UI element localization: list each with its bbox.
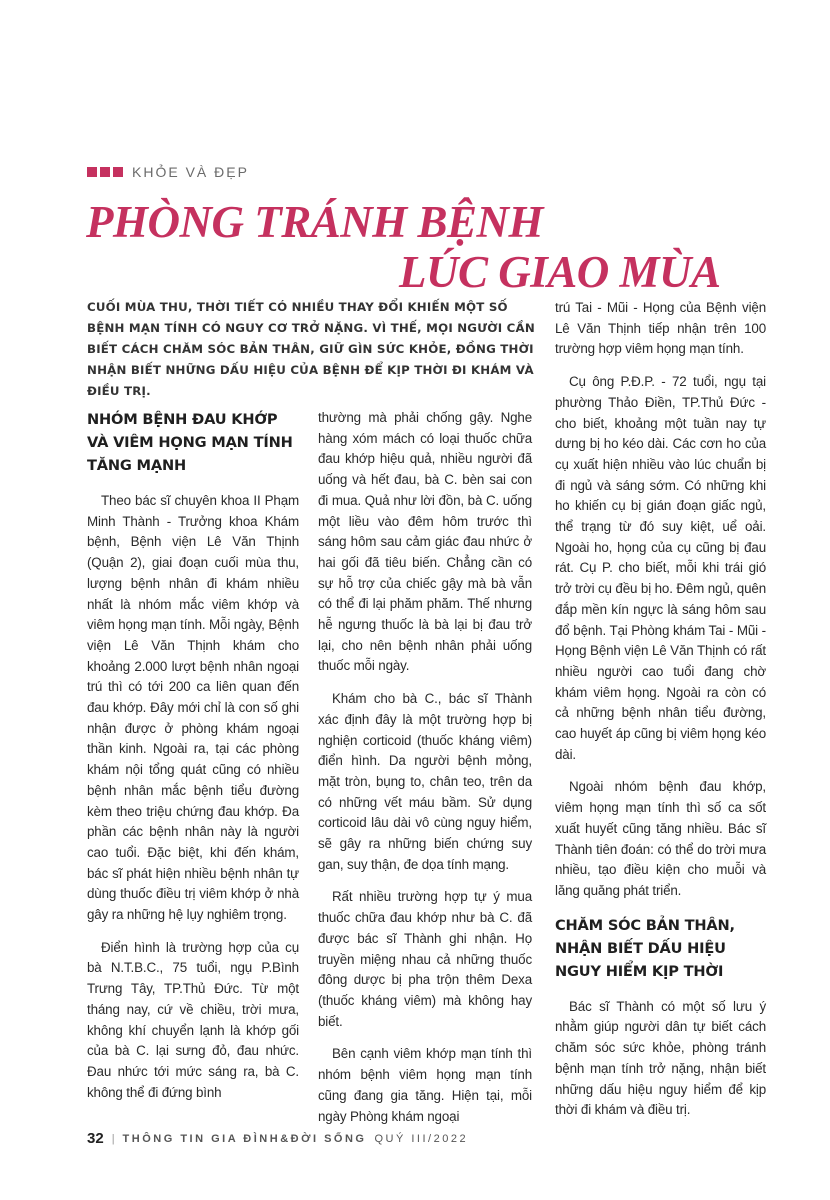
column-3	[555, 298, 766, 1133]
paragraph: trú Tai - Mũi - Họng của Bệnh viện Lê Văn Thịnh tiếp nhận trên 100 trường hợp viêm họng mạn tính.	[555, 300, 766, 357]
paragraph: Theo bác sĩ chuyên khoa II Phạm Minh Thành - Trưởng khoa Khám bệnh, Bệnh viện Lê Văn Thịnh (Quận 2), giai đoạn cuối mùa thu, lượng bệnh nhân đi khám nhiều nhất là nhóm mắc viêm khớp và viêm họng mạn tính. Mỗi ngày, Bệnh viện Lê Văn Thịnh khám cho khoảng 2.000 lượt bệnh nhân ngoại trú thì có tới 200 ca liên quan đến đau khớp. Đây mới chỉ là con số ghi nhận được ở phòng khám ngoại thần kinh. Ngoài ra, tại các phòng khám nội tổng quát cũng có nhiều bệnh nhân mắc bệnh tiểu đường kèm theo triệu chứng đau khớp. Đa phần các bệnh nhân này là người cao tuổi. Đặc biệt, khi đến khám, bác sĩ phát hiện nhiều bệnh nhân tự dùng thuốc điều trị viêm khớp ở nhà gây ra những hệ lụy nghiêm trọng.	[87, 493, 300, 923]
paragraph: Ngoài nhóm bệnh đau khớp, viêm họng mạn tính thì số ca sốt xuất huyết cũng tăng nhiều. Bác sĩ Thành tiên đoán: có thể do trời mưa nhiều, tạo điều kiện cho muỗi và lăng quăng phát triển.	[555, 779, 766, 898]
article-title-line-1: PHÒNG TRÁNH BỆNH	[86, 197, 544, 247]
footer-divider: |	[111, 1132, 115, 1145]
page-footer	[87, 1130, 468, 1147]
issue-label: QUÝ III/2022	[374, 1132, 469, 1145]
paragraph: thường mà phải chống gậy. Nghe hàng xóm mách có loại thuốc chữa đau khớp hiệu quả, nhiều người đã uống và hết đau, bà C. bèn sai con đi mua. Quả như lời đồn, bà C. uống một liều vào đêm hôm trước thì sáng hôm sau cảm giác đau nhức ở hai gối đã tiêu biến. Chẳng cần có sự hỗ trợ của chiếc gậy mà bà vẫn có thể đi lại phăm phăm. Thế nhưng hễ ngưng thuốc là bà lại bị đau trở lại, cho nên bệnh nhân phải uống thuốc mỗi ngày.	[318, 410, 532, 674]
section-square	[113, 167, 123, 177]
paragraph: Bên cạnh viêm khớp mạn tính thì nhóm bệnh viêm họng mạn tính cũng đang gia tăng. Hiện tại, mỗi ngày Phòng khám ngoại	[318, 1046, 532, 1124]
paragraph: Cụ ông P.Đ.P. - 72 tuổi, ngụ tại phường Thảo Điền, TP.Thủ Đức - cho biết, khoảng một tuần nay tự dưng bị ho kéo dài. Các cơn ho của cụ xuất hiện nhiều vào lúc chuẩn bị đi ngủ và sáng sớm. Có những khi ho khiến cụ bị gián đoạn giấc ngủ, thể trạng từ đó suy kiệt, uể oải. Ngoài ho, họng của cụ cũng bị đau rát. Cụ P. cho biết, mỗi khi trái gió trở trời cụ đều bị ho. Đêm ngủ, quên đắp mền kín ngực là sáng hôm sau đổ bệnh. Tại Phòng khám Tai - Mũi - Họng Bệnh viện Lê Văn Thịnh có rất nhiều người cao tuổi đang chờ khám viêm họng. Ngoài ra còn có cả những bệnh nhân tiểu đường, cao huyết áp cũng bị viêm họng kéo dài.	[555, 374, 766, 762]
subheading-self-care: CHĂM SÓC BẢN THÂN, NHẬN BIẾT DẤU HIỆU NGUY HIỂM KỊP THỜI	[555, 916, 735, 980]
section-header	[87, 164, 249, 180]
article-title-line-2: LÚC GIAO MÙA	[399, 247, 721, 297]
paragraph: Điển hình là trường hợp của cụ bà N.T.B.C., 75 tuổi, ngụ P.Bình Trưng Tây, TP.Thủ Đức. Từ một tháng nay, cứ về chiều, trời mưa, không khí chuyển lạnh là khớp gối của bà C. lại sưng đỏ, đau nhức. Đau nhức tới mức sáng ra, bà C. không thể đi đứng bình	[87, 939, 299, 1100]
section-square	[100, 167, 110, 177]
subheading-joint-throat: NHÓM BỆNH ĐAU KHỚP VÀ VIÊM HỌNG MẠN TÍNH TĂNG MẠNH	[87, 411, 293, 474]
column-2	[318, 408, 532, 1139]
section-square	[87, 167, 97, 177]
magazine-name: THÔNG TIN GIA ĐÌNH&ĐỜI SỐNG	[122, 1132, 367, 1145]
article-lead: CUỐI MÙA THU, THỜI TIẾT CÓ NHIỀU THAY ĐỔI KHIẾN MỘT SỐ BỆNH MẠN TÍNH CÓ NGUY CƠ TRỞ NẶNG. VÌ THẾ, MỌI NGƯỜI CẦN BIẾT CÁCH CHĂM SÓC BẢN THÂN, GIỮ GÌN SỨC KHỎE, ĐỒNG THỜI NHẬN BIẾT NHỮNG DẤU HIỆU CỦA BỆNH ĐỂ KỊP THỜI ĐI KHÁM VÀ ĐIỀU TRỊ.	[87, 300, 535, 398]
column-1	[87, 408, 299, 1115]
paragraph: Rất nhiều trường hợp tự ý mua thuốc chữa đau khớp như bà C. đã được bác sĩ Thành ghi nhận. Họ truyền miệng nhau cả những thuốc đông dược bị pha trộn thêm Dexa (thuốc kháng viêm) mà không hay biết.	[318, 889, 532, 1029]
section-label: KHỎE VÀ ĐẸP	[132, 164, 249, 180]
paragraph: Bác sĩ Thành có một số lưu ý nhằm giúp người dân tự biết cách chăm sóc sức khỏe, phòng tránh bệnh mạn tính trở nặng, nhận biết những dấu hiệu nguy hiểm để kịp thời đi khám và điều trị.	[555, 998, 766, 1118]
paragraph: Khám cho bà C., bác sĩ Thành xác định đây là một trường hợp bị nghiện corticoid (thuốc kháng viêm) điển hình. Da người bệnh mỏng, mặt tròn, bụng to, chân teo, trên da có những vết máu bầm. Sử dụng corticoid lâu dài vô cùng nguy hiểm, sẽ gây ra những biến chứng suy gan, suy thận, đe dọa tính mạng.	[318, 691, 532, 872]
page-number: 32	[87, 1130, 104, 1147]
